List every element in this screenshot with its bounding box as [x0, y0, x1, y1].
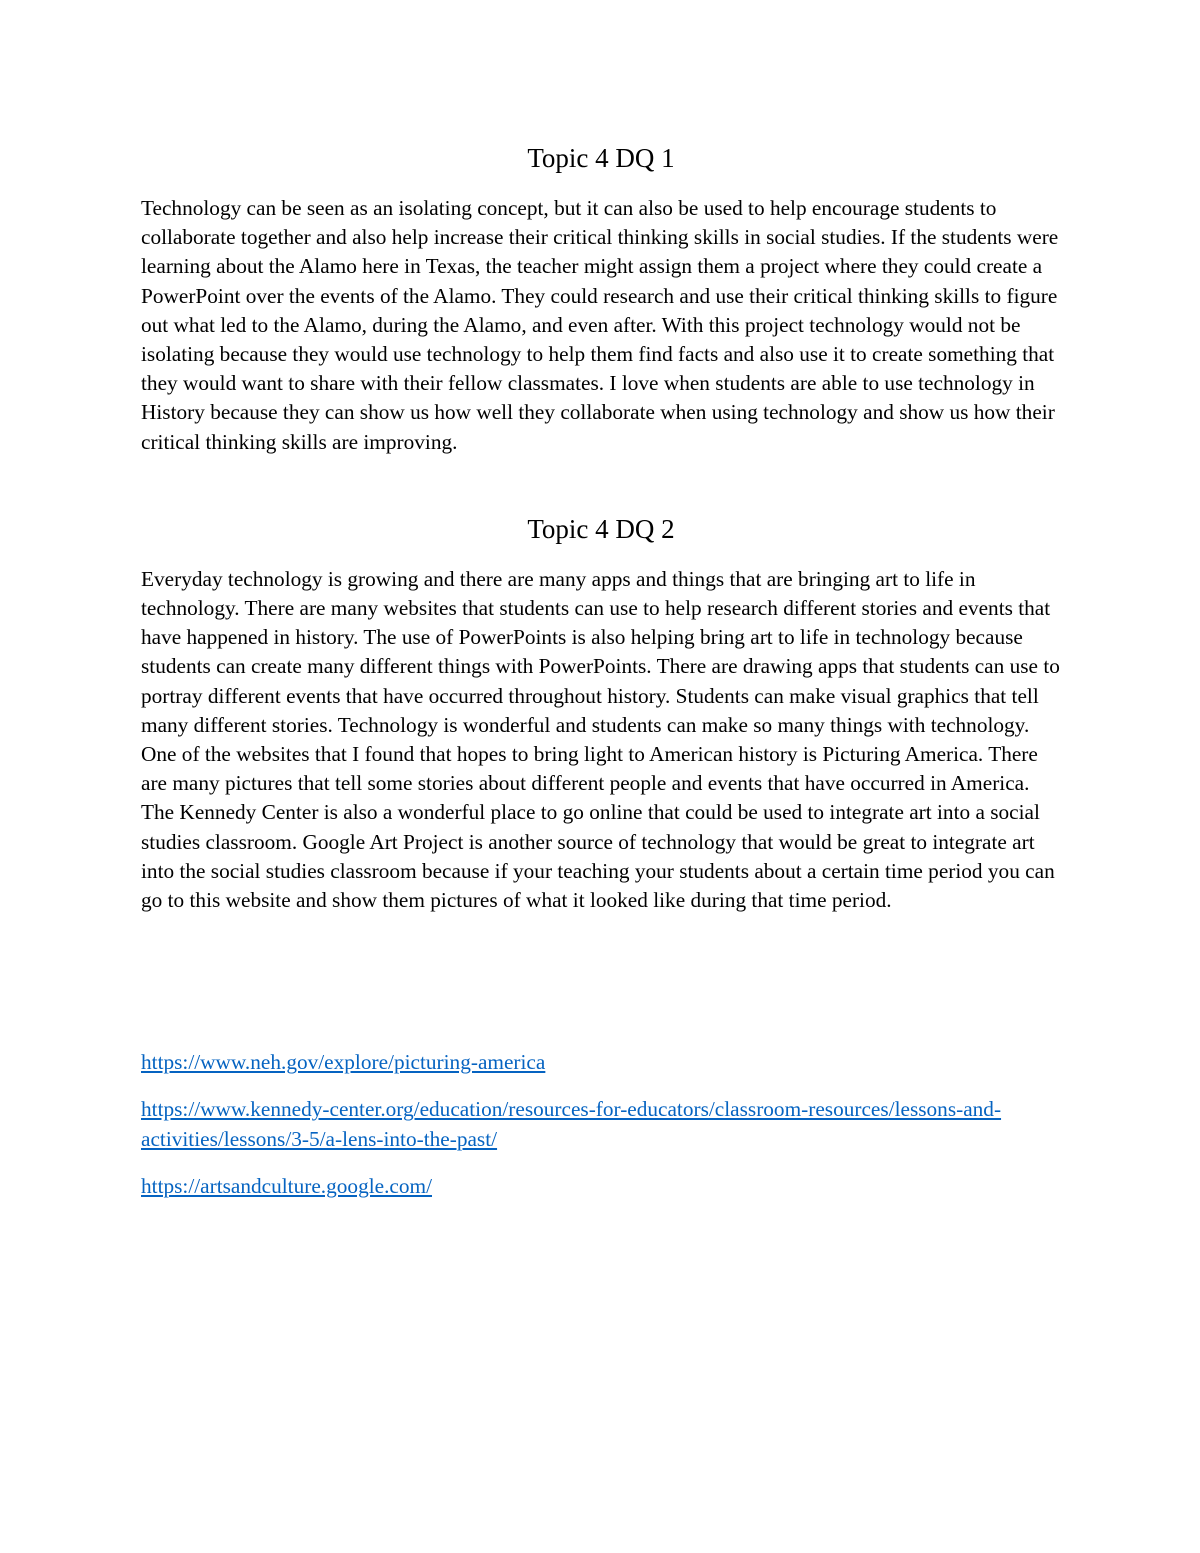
- document-page: [141, 140, 1061, 1219]
- section-heading: Topic 4 DQ 2: [527, 513, 675, 544]
- reference-links: [141, 1048, 1061, 1201]
- link-kennedy-center[interactable]: https://www.kennedy-center.org/education/resources-for-educators/classroom-resources/lessons-and-activities/lessons/3-5/a-lens-into-the-past/: [141, 1097, 1002, 1151]
- section-spacer: [141, 457, 1061, 511]
- section-body: Technology can be seen as an isolating concept, but it can also be used to help encourage students to collaborate together and also help increase their critical thinking skills in social studies. If the students were learning about the Alamo here in Texas, the teacher might assign them a project where they could create a PowerPoint over the events of the Alamo. They could research and use their critical thinking skills to figure out what led to the Alamo, during the Alamo, and even after. With this project technology would not be isolating because they would use technology to help them find facts and also use it to create something that they would want to share with their fellow classmates. I love when students are able to use technology in History because they can show us how well they collaborate when using technology and show us how their critical thinking skills are improving.: [141, 196, 1059, 454]
- link-arts-and-culture[interactable]: https://artsandculture.google.com/: [141, 1173, 432, 1198]
- section-body: Everyday technology is growing and there are many apps and things that are bringing art to life in technology. There are many websites that students can use to help research different stories and events that have happened in history. The use of PowerPoints is also helping bring art to life in technology because students can create many different things with PowerPoints. There are drawing apps that students can use to portray different events that have occurred throughout history. Students can make visual graphics that tell many different stories. Technology is wonderful and students can make so many things with technology. One of the websites that I found that hopes to bring light to American history is Picturing America. There are many pictures that tell some stories about different people and events that have occurred in America. The Kennedy Center is also a wonderful place to go online that could be used to integrate art into a social studies classroom. Google Art Project is another source of technology that would be great to integrate art into the social studies classroom because if your teaching your students about a certain time period you can go to this website and show them pictures of what it looked like during that time period.: [141, 566, 1060, 913]
- section-topic-4-dq-2: [141, 511, 1061, 915]
- section-topic-4-dq-1: [141, 140, 1061, 457]
- section-heading: Topic 4 DQ 1: [527, 143, 675, 173]
- link-picturing-america[interactable]: https://www.neh.gov/explore/picturing-america: [141, 1050, 546, 1075]
